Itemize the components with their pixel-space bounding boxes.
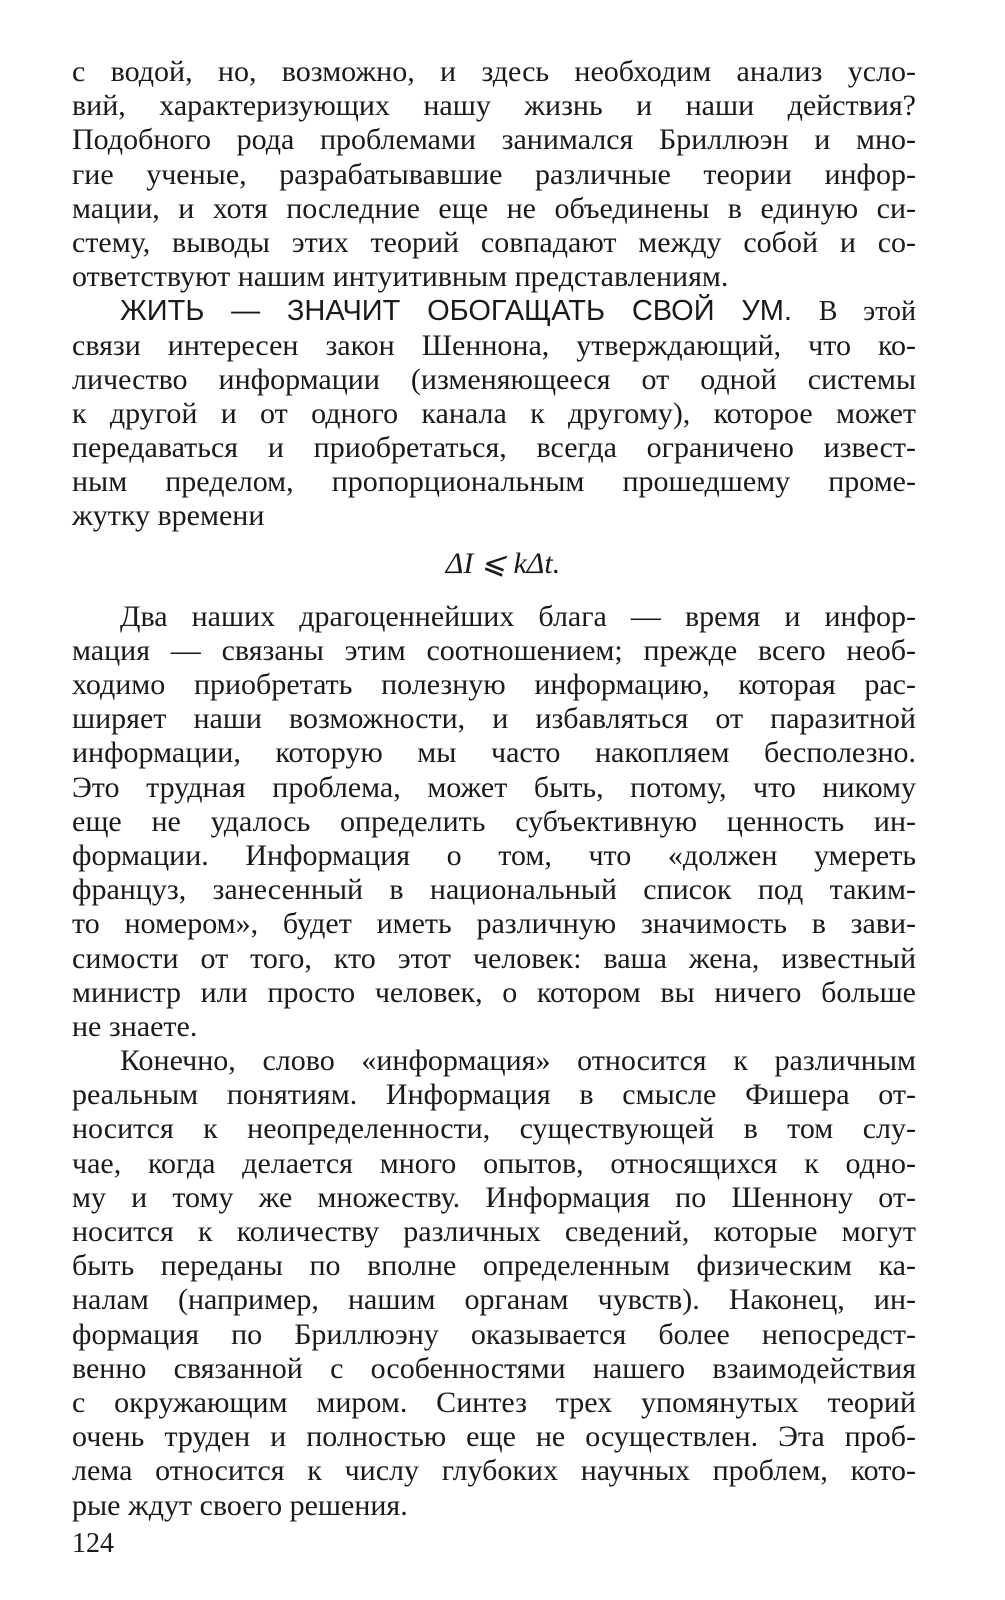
paragraph-3 [72, 600, 916, 1044]
text-line: налам (например, нашим органам чувств). Наконец, ин- [72, 1283, 916, 1317]
text-line: с окружающим миром. Синтез трех упомянутых теорий [72, 1385, 916, 1419]
text-line: Подобного рода проблемами занимался Бриллюэн и мно- [72, 123, 916, 157]
paragraph-4 [72, 1044, 916, 1523]
text-line: мации, и хотя последние еще не объединены в единую си- [72, 191, 916, 225]
text-line: к другой и от одного канала к другому), которое может [72, 396, 916, 430]
text-line: стему, выводы этих теорий совпадают между собой и со- [72, 225, 916, 259]
text-line: Конечно, слово «информация» относится к различным [120, 1044, 916, 1078]
text-line: то номером», будет иметь различную значимость в зави- [72, 907, 916, 941]
text-line: информации, которую мы часто накопляем бесполезно. [72, 736, 916, 770]
text-line: носится к количеству различных сведений, которые могут [72, 1215, 916, 1248]
text-line: личество информации (изменяющееся от одной системы [72, 362, 916, 396]
text-line: лема относится к числу глубоких научных проблем, кото- [72, 1454, 916, 1488]
text-line: передаваться и приобретаться, всегда ограничено извест- [72, 431, 916, 465]
text-line: быть переданы по вполне определенным физическим ка- [72, 1249, 916, 1283]
text-line: ходимо приобретать полезную информацию, которая рас- [72, 668, 916, 701]
text-line: ным пределом, пропорциональным прошедшему проме- [72, 465, 916, 499]
section-heading: ЖИТЬ — ЗНАЧИТ ОБОГАЩАТЬ СВОЙ УМ. [120, 295, 792, 328]
text-line: министр или просто человек, о котором вы ничего больше [72, 975, 916, 1009]
section-heading-line [72, 294, 916, 328]
text-line: жутку времени [72, 499, 265, 533]
text-line: не знаете. [72, 1009, 198, 1043]
text-line: с водой, но, возможно, и здесь необходим анализ усло- [72, 55, 916, 88]
text-line: француз, занесенный в национальный список под таким- [72, 873, 916, 907]
text-line: венно связанной с особенностями нашего взаимодействия [72, 1351, 916, 1385]
text-line: связи интересен закон Шеннона, утверждающий, что ко- [72, 328, 916, 362]
paragraph-1 [72, 55, 916, 294]
text-line: очень труден и полностью еще не осуществлен. Эта проб- [72, 1420, 916, 1454]
text-line: формация по Бриллюэну оказывается более непосредст- [72, 1317, 916, 1351]
text-line: мация — связаны этим соотношением; прежде всего необ- [72, 633, 916, 667]
heading-tail: В этой [818, 296, 917, 328]
text-line: ширяет наши возможности, и избавляться от паразитной [72, 702, 916, 736]
text-line: гие ученые, разрабатывавшие различные теории инфор- [72, 157, 916, 191]
text-line: рые ждут своего решения. [72, 1488, 408, 1522]
text-line: формации. Информация о том, что «должен умереть [72, 838, 916, 872]
page-number: 124 [72, 1528, 114, 1559]
text-line: му и тому же множеству. Информация по Шеннону от- [72, 1180, 916, 1214]
text-line: чае, когда делается много опытов, относящихся к одно- [72, 1146, 916, 1180]
text-line: реальным понятиям. Информация в смысле Фишера от- [72, 1078, 916, 1112]
formula: ΔI ⩽ kΔt. [445, 546, 561, 580]
paragraph-2 [72, 294, 916, 599]
text-line: ответствуют нашим интуитивным представлениям. [72, 260, 729, 294]
text-line: носится к неопределенности, существующей в том слу- [72, 1112, 916, 1146]
text-line: Это трудная проблема, может быть, потому, что никому [72, 770, 916, 804]
text-line: вий, характеризующих нашу жизнь и наши действия? [72, 89, 916, 123]
text-line: симости от того, кто этот человек: ваша жена, известный [72, 941, 916, 975]
text-line: Два наших драгоценнейших блага — время и инфор- [120, 599, 916, 633]
page-body [72, 55, 916, 1523]
text-line: еще не удалось определить субъективную ценность ин- [72, 804, 916, 838]
